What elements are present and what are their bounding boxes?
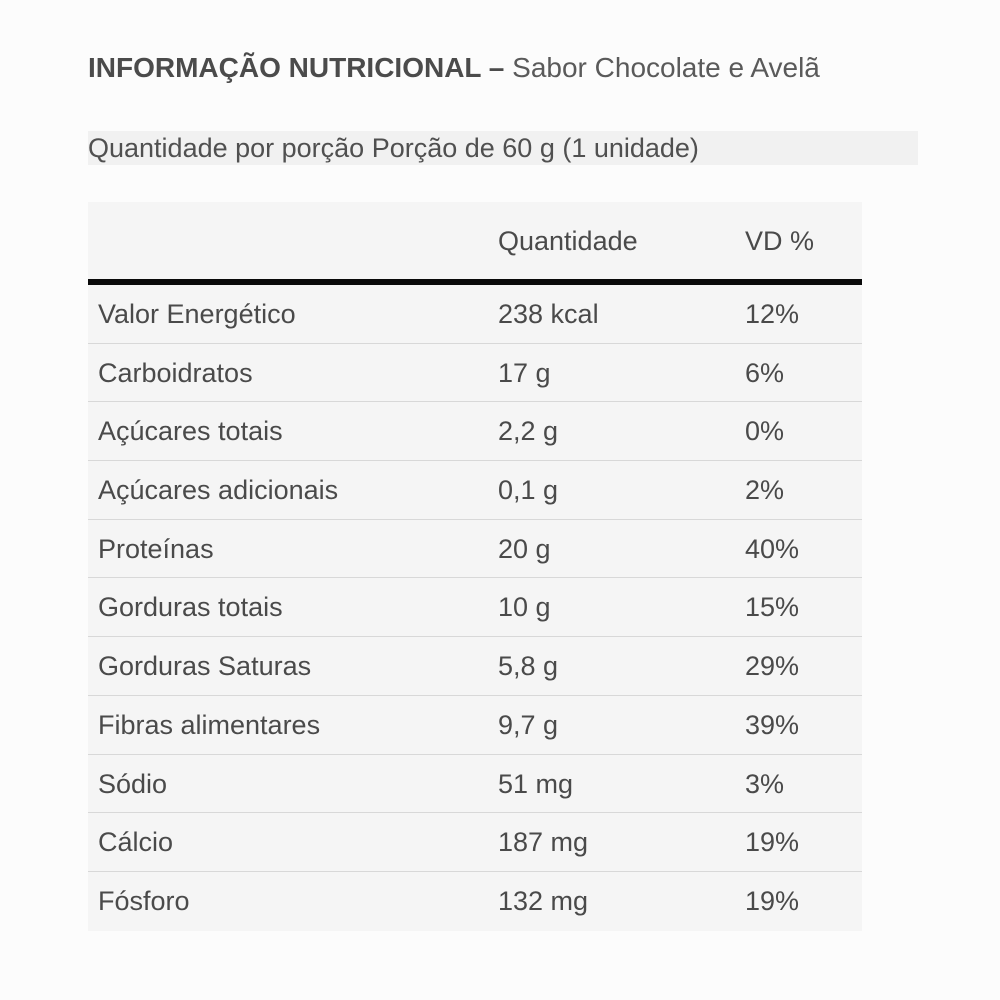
nutrient-quantity: 5,8 g [498, 651, 559, 682]
nutrient-vd: 12% [745, 299, 800, 329]
table-row [88, 461, 862, 520]
nutrient-name: Carboidratos [98, 357, 253, 388]
nutrient-name: Valor Energético [98, 299, 296, 329]
nutrient-vd: 40% [745, 533, 800, 564]
header-vd: VD % [745, 226, 815, 256]
table-body [88, 285, 862, 931]
table-row [88, 755, 862, 814]
nutrient-vd: 15% [745, 592, 800, 623]
page-title [88, 48, 820, 88]
nutrient-vd: 2% [745, 475, 785, 506]
nutrient-quantity: 51 mg [498, 768, 574, 799]
nutrient-name: Açúcares totais [98, 416, 283, 447]
nutrient-name: Fibras alimentares [98, 709, 321, 740]
table-row [88, 520, 862, 579]
nutrient-quantity: 132 mg [498, 885, 589, 916]
nutrient-quantity: 17 g [498, 357, 551, 388]
table-row [88, 872, 862, 931]
table-row [88, 637, 862, 696]
table-row [88, 285, 862, 344]
title-bold: INFORMAÇÃO NUTRICIONAL – [88, 52, 505, 83]
serving-info: Quantidade por porção Porção de 60 g (1 unidade) [88, 131, 918, 165]
title-flavor: Sabor Chocolate e Avelã [512, 52, 820, 83]
table-row [88, 402, 862, 461]
nutrient-quantity: 20 g [498, 533, 551, 564]
nutrient-name: Proteínas [98, 533, 214, 564]
nutrient-vd: 19% [745, 885, 800, 916]
nutrient-vd: 29% [745, 651, 800, 682]
nutrient-name: Cálcio [98, 827, 174, 858]
nutrient-quantity: 9,7 g [498, 709, 559, 740]
nutrient-name: Gorduras Saturas [98, 651, 312, 682]
table-header-row [88, 202, 862, 285]
nutrient-vd: 3% [745, 768, 785, 799]
nutrient-quantity: 238 kcal [498, 299, 599, 329]
nutrient-name: Açúcares adicionais [98, 475, 339, 506]
header-quantity: Quantidade [498, 226, 638, 256]
nutrient-name: Gorduras totais [98, 592, 283, 623]
nutrient-quantity: 10 g [498, 592, 551, 623]
nutrient-vd: 0% [745, 416, 785, 447]
nutrient-vd: 39% [745, 709, 800, 740]
table-row [88, 578, 862, 637]
table-row [88, 813, 862, 872]
nutrition-table [88, 202, 862, 931]
nutrient-vd: 19% [745, 827, 800, 858]
nutrient-quantity: 0,1 g [498, 475, 559, 506]
nutrient-name: Fósforo [98, 885, 190, 916]
table-row [88, 696, 862, 755]
nutrient-vd: 6% [745, 357, 785, 388]
nutrient-quantity: 187 mg [498, 827, 589, 858]
table-row [88, 344, 862, 403]
nutrient-quantity: 2,2 g [498, 416, 559, 447]
nutrient-name: Sódio [98, 768, 168, 799]
